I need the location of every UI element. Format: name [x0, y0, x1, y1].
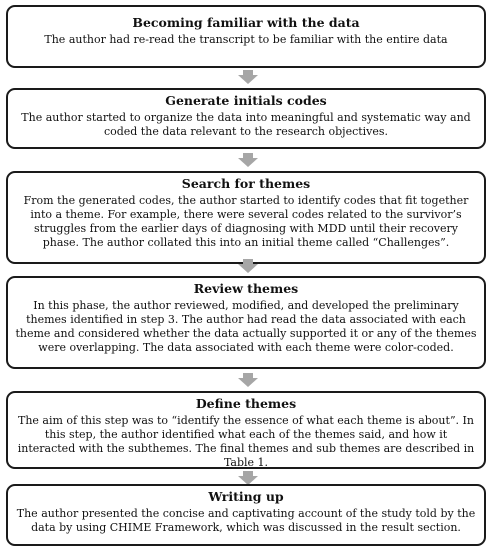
step-6-title: Writing up [208, 489, 284, 504]
down-arrow-icon [238, 373, 258, 387]
step-5-title: Define themes [195, 396, 297, 411]
step-5-box [6, 391, 486, 469]
down-arrow-icon [238, 471, 258, 485]
step-3-title: Search for themes [181, 176, 311, 191]
step-2-title: Generate initials codes [165, 93, 327, 108]
step-4-box [6, 276, 486, 369]
down-arrow-icon [238, 259, 258, 273]
step-5-body: The aim of this step was to “identify the essence of what each theme is about”. In this step, the author identified what each of the themes said, and how it interacted with the subthemes. The final themes and sub themes are described in Table 1. [17, 414, 475, 469]
step-1-box [6, 5, 486, 68]
step-4-title: Review themes [193, 281, 299, 296]
step-3-box [6, 171, 486, 264]
step-3-body: From the generated codes, the author started to identify codes that fit together into a theme. For example, there were several codes related to the survivor’s struggles from the earlier days of diagnosing with MDD until their recovery phase. The author collated this into an initial theme called “Challenges”. [23, 194, 469, 249]
step-2-body: The author started to organize the data into meaningful and systematic way and coded the data relevant to the research objectives. [21, 111, 471, 138]
step-1-body: The author had re-read the transcript to be familiar with the entire data [44, 33, 448, 46]
step-6-box [6, 484, 486, 546]
step-6-body: The author presented the concise and captivating account of the study told by the data by using CHIME Framework, which was discussed in the result section. [16, 507, 476, 534]
step-1-title: Becoming familiar with the data [132, 15, 360, 30]
down-arrow-icon [238, 153, 258, 167]
down-arrow-icon [238, 70, 258, 84]
step-4-body: In this phase, the author reviewed, modified, and developed the preliminary themes identified in step 3. The author had read the data associated with each theme and considered whether the data actually supported it or any of the themes were overlapping. The data associated with each theme were color-coded. [15, 299, 477, 354]
step-2-box [6, 88, 486, 149]
